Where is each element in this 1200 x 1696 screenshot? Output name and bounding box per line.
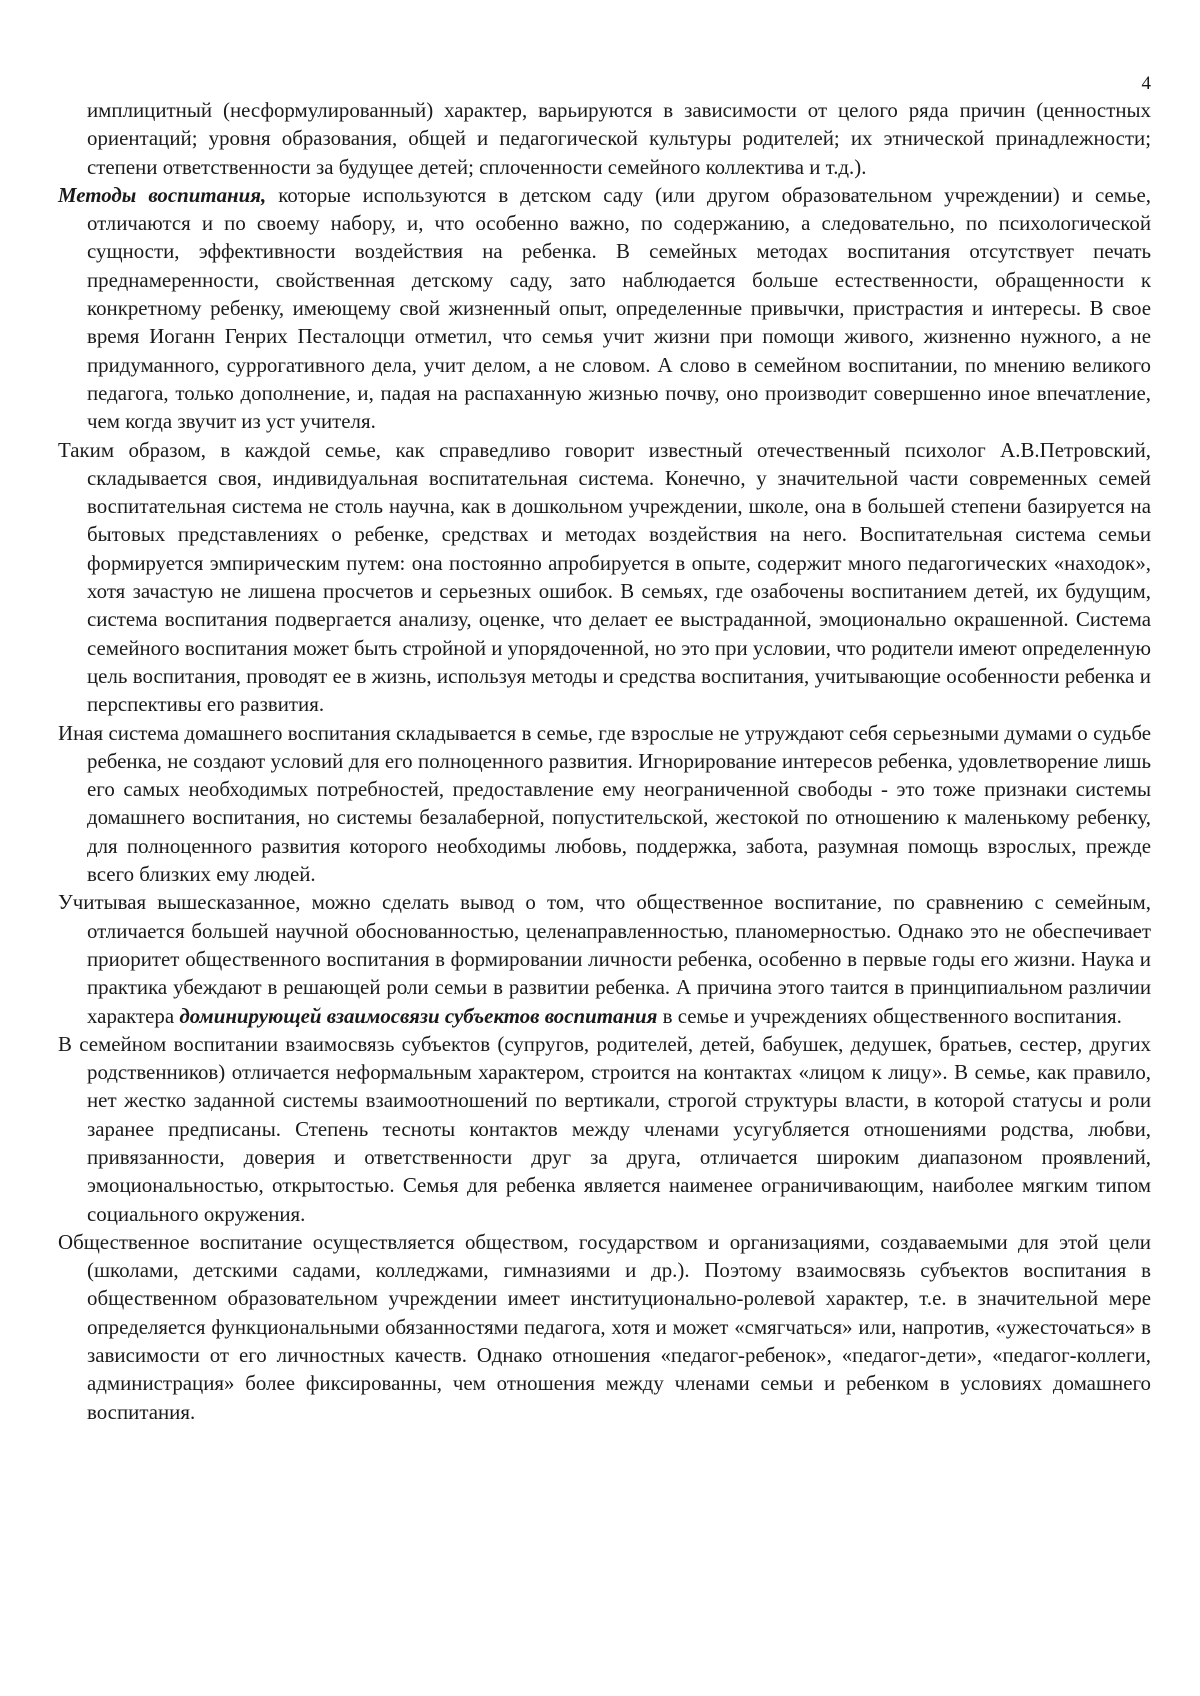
paragraph-5-emphasis: доминирующей взаимосвязи субъектов воспитания [179, 1004, 657, 1028]
paragraph-4 [58, 719, 1151, 889]
body-text [58, 96, 1151, 1426]
paragraph-5-tail: в семье и учреждениях общественного воспитания. [657, 1004, 1121, 1028]
paragraph-2-lead-term: Методы воспитания, [58, 183, 266, 207]
document-page [0, 0, 1200, 1696]
paragraph-3-text: Таким образом, в каждой семье, как справедливо говорит известный отечественный психолог А.В.Петровский, складывается своя, индивидуальная воспитательная система. Конечно, у значительной части современных семей воспитательная система не столь научна, как в дошкольном учреждении, школе, она в большей степени базируется на бытовых представлениях о ребенке, средствах и методах воздействия на него. Воспитательная система семьи формируется эмпирическим путем: она постоянно апробируется в опыте, содержит много педагогических «находок», хотя зачастую не лишена просчетов и серьезных ошибок. В семьях, где озабочены воспитанием детей, их будущим, система воспитания подвергается анализу, оценке, что делает ее выстраданной, эмоционально окрашенной. Система семейного воспитания может быть стройной и упорядоченной, но это при условии, что родители имеют определенную цель воспитания, проводят ее в жизнь, используя методы и средства воспитания, учитывающие особенности ребенка и перспективы его развития. [58, 438, 1151, 717]
paragraph-6 [58, 1030, 1151, 1228]
paragraph-5-text: Учитывая вышесказанное, можно сделать вывод о том, что общественное воспитание, по сравнению с семейным, отличается большей научной обоснованностью, целенаправленностью, планомерностью. Однако это не обеспечивает приоритет общественного воспитания в формировании личности ребенка, особенно в первые годы его жизни. Наука и практика убеждают в решающей роли семьи в развитии ребенка. А причина этого таится в принципиальном различии характера [58, 890, 1151, 1027]
paragraph-3 [58, 436, 1151, 719]
paragraph-6-text: В семейном воспитании взаимосвязь субъектов (супругов, родителей, детей, бабушек, дедушек, братьев, сестер, других родственников) отличается неформальным характером, строится на контактах «лицом к лицу». В семье, как правило, нет жестко заданной системы взаимоотношений по вертикали, строгой структуры власти, в которой статусы и роли заранее предписаны. Степень тесноты контактов между членами усугубляется отношениями родства, любви, привязанности, доверия и ответственности друг за друга, отличается широким диапазоном проявлений, эмоциональностью, открытостью. Семья для ребенка является наименее ограничивающим, наиболее мягким типом социального окружения. [58, 1032, 1151, 1226]
page-number: 4 [1142, 74, 1152, 93]
paragraph-1 [58, 96, 1151, 181]
paragraph-2-text: которые используются в детском саду (или другом образовательном учреждении) и семье, отличаются и по своему набору, и, что особенно важно, по содержанию, а следовательно, по психологической сущности, эффективности воздействия на ребенка. В семейных методах воспитания отсутствует печать преднамеренности, свойственная детскому саду, зато наблюдается больше естественности, обращенности к конкретному ребенку, имеющему свой жизненный опыт, определенные привычки, пристрастия и интересы. В свое время Иоганн Генрих Песталоцци отметил, что семья учит жизни при помощи живого, жизненно нужного, а не придуманного, суррогативного дела, учит делом, а не словом. А слово в семейном воспитании, по мнению великого педагога, только дополнение, и, падая на распаханную жизнью почву, оно производит совершенно иное впечатление, чем когда звучит из уст учителя. [87, 183, 1151, 433]
paragraph-2 [58, 181, 1151, 436]
paragraph-1-text: имплицитный (несформулированный) характер, варьируются в зависимости от целого ряда причин (ценностных ориентаций; уровня образования, общей и педагогической культуры родителей; их этнической принадлежности; степени ответственности за будущее детей; сплоченности семейного коллектива и т.д.). [87, 98, 1151, 179]
paragraph-5 [58, 888, 1151, 1029]
paragraph-7-text: Общественное воспитание осуществляется обществом, государством и организациями, создаваемыми для этой цели (школами, детскими садами, колледжами, гимназиями и др.). Поэтому взаимосвязь субъектов воспитания в общественном образовательном учреждении имеет институционально-ролевой характер, т.е. в значительной мере определяется функциональными обязанностями педагога, хотя и может «смягчаться» или, напротив, «ужесточаться» в зависимости от его личностных качеств. Однако отношения «педагог-ребенок», «педагог-дети», «педагог-коллеги, администрация» более фиксированны, чем отношения между членами семьи и ребенком в условиях домашнего воспитания. [58, 1230, 1151, 1424]
paragraph-7 [58, 1228, 1151, 1426]
paragraph-4-text: Иная система домашнего воспитания складывается в семье, где взрослые не утруждают себя серьезными думами о судьбе ребенка, не создают условий для его полноценного развития. Игнорирование интересов ребенка, удовлетворение лишь его самых необходимых потребностей, предоставление ему неограниченной свободы - это тоже признаки системы домашнего воспитания, но системы безалаберной, попустительской, жестокой по отношению к маленькому ребенку, для полноценного развития которого необходимы любовь, поддержка, забота, разумная помощь взрослых, прежде всего близких ему людей. [58, 721, 1151, 886]
